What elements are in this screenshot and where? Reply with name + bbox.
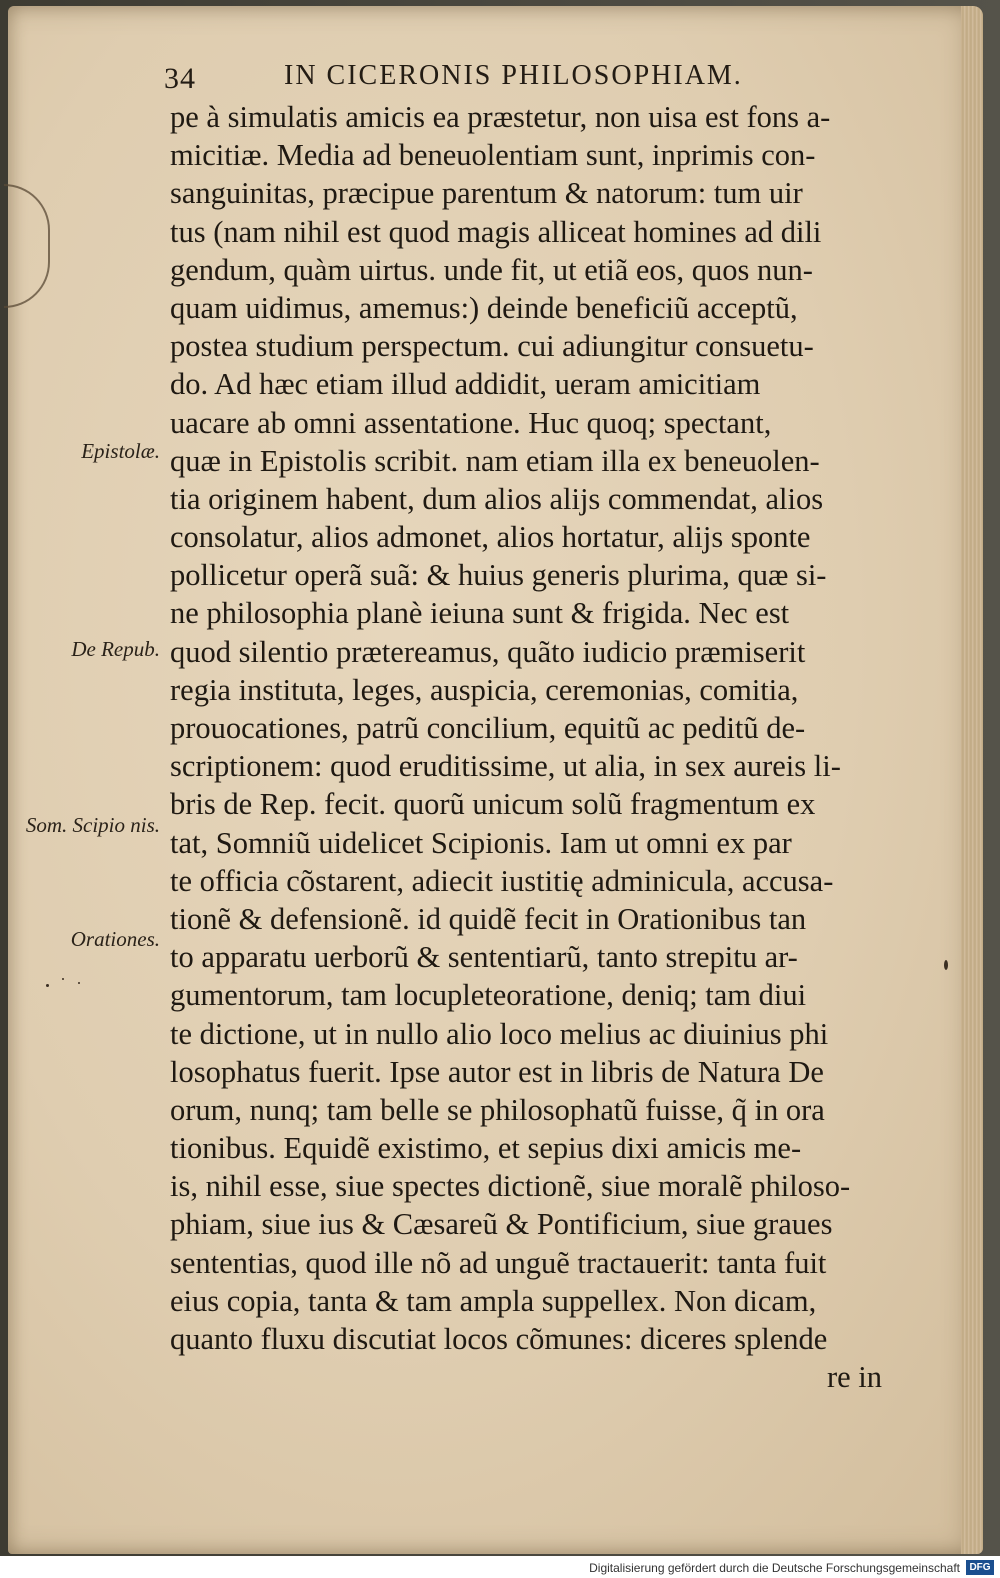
text-line: to apparatu uerborũ & sententiarũ, tanto strepitu ar- xyxy=(170,940,798,975)
text-line: tus (nam nihil est quod magis alliceat homines ad dili xyxy=(170,214,822,249)
text-line: quanto fluxu discutiat locos cõmunes: diceres splende xyxy=(170,1322,828,1356)
page-edge xyxy=(961,6,983,1554)
text-line: regia instituta, leges, auspicia, ceremonias, comitia, xyxy=(170,672,799,707)
text-line: uacare ab omni assentatione. Huc quoq; spectant, xyxy=(170,405,772,440)
margin-note-epistolae: Epistolæ. xyxy=(81,439,160,463)
page-number: 34 xyxy=(164,62,196,95)
text-line: sententias, quod ille nõ ad unguẽ tractauerit: tanta fuit xyxy=(170,1245,827,1280)
catchword: re in xyxy=(826,1360,882,1395)
text-line: gumentorum, tam locupleteoratione, deniq; tam diui xyxy=(170,978,807,1013)
ink-speck xyxy=(78,982,80,984)
text-line: orum, nunq; tam belle se philosophatũ fuisse, q̃ in ora xyxy=(170,1092,825,1127)
text-line: eius copia, tanta & tam ampla suppellex. Non dicam, xyxy=(170,1283,817,1318)
text-line: losophatus fuerit. Ipse autor est in libris de Natura De xyxy=(170,1054,824,1089)
text-line: quod silentio prætereamus, quãto iudicio præmiserit xyxy=(170,634,806,669)
text-line: bris de Rep. fecit. quorũ unicum solũ fragmentum ex xyxy=(170,787,816,822)
text-line: tionẽ & defensionẽ. id quidẽ fecit in Orationibus tan xyxy=(170,901,807,936)
margin-note-orationes: Orationes. xyxy=(70,927,160,951)
running-head: IN CICERONIS PHILOSOPHIAM. xyxy=(284,60,743,91)
text-line: pollicetur operã suã: & huius generis plurima, quæ si- xyxy=(170,558,827,593)
text-line: consolatur, alios admonet, alios hortatur, alijs sponte xyxy=(170,520,811,555)
text-line: te dictione, ut in nullo alio loco melius ac diuinius phi xyxy=(170,1016,829,1051)
text-line: prouocationes, patrũ concilium, equitũ ac peditũ de- xyxy=(170,711,806,745)
text-line: do. Ad hæc etiam illud addidit, ueram amicitiam xyxy=(170,367,761,402)
text-line: quam uidimus, amemus:) deinde beneficiũ acceptũ, xyxy=(170,290,798,325)
text-line: quæ in Epistolis scribit. nam etiam illa ex beneuolen- xyxy=(170,443,820,478)
body-text xyxy=(170,98,900,1396)
text-line: tat, Somniũ uidelicet Scipionis. Iam ut omni ex par xyxy=(170,825,792,860)
margin-note-som-scipionis: Som. Scipio nis. xyxy=(25,813,160,837)
text-line: phiam, siue ius & Cæsareũ & Pontificium, siue graues xyxy=(170,1207,833,1242)
text-line: tia originem habent, dum alios alijs commendat, alios xyxy=(170,481,824,516)
dfg-logo: DFG xyxy=(966,1560,994,1575)
text-line: pe à simulatis amicis ea præstetur, non uisa est fons a- xyxy=(170,100,831,134)
ink-speck xyxy=(46,984,49,987)
page-header xyxy=(164,56,804,100)
ink-speck xyxy=(944,960,948,970)
footer-credit: Digitalisierung gefördert durch die Deutsche Forschungsgemeinschaft xyxy=(589,1561,960,1575)
text-line: scriptionem: quod eruditissime, ut alia, in sex aureis li- xyxy=(170,749,841,784)
text-line: ne philosophia planè ieiuna sunt & frigida. Nec est xyxy=(170,596,790,631)
text-line: te officia cõstarent, adiecit iustitię adminicula, accusa- xyxy=(170,863,834,898)
text-line: tionibus. Equidẽ existimo, et sepius dixi amicis me- xyxy=(170,1131,802,1166)
text-line: sanguinitas, præcipue parentum & natorum: tum uir xyxy=(170,176,803,211)
ink-speck xyxy=(62,978,64,980)
footer-bar xyxy=(0,1556,1000,1578)
binding-thread-mark xyxy=(4,184,50,308)
text-line: postea studium perspectum. cui adiungitur consuetu- xyxy=(170,329,814,364)
text-line: micitiæ. Media ad beneuolentiam sunt, inprimis con- xyxy=(170,138,816,173)
text-line: is, nihil esse, siue spectes dictionẽ, siue moralẽ philoso- xyxy=(170,1169,851,1204)
text-line: gendum, quàm uirtus. unde fit, ut etiã eos, quos nun- xyxy=(170,252,813,287)
margin-note-de-repub: De Repub. xyxy=(71,637,160,661)
